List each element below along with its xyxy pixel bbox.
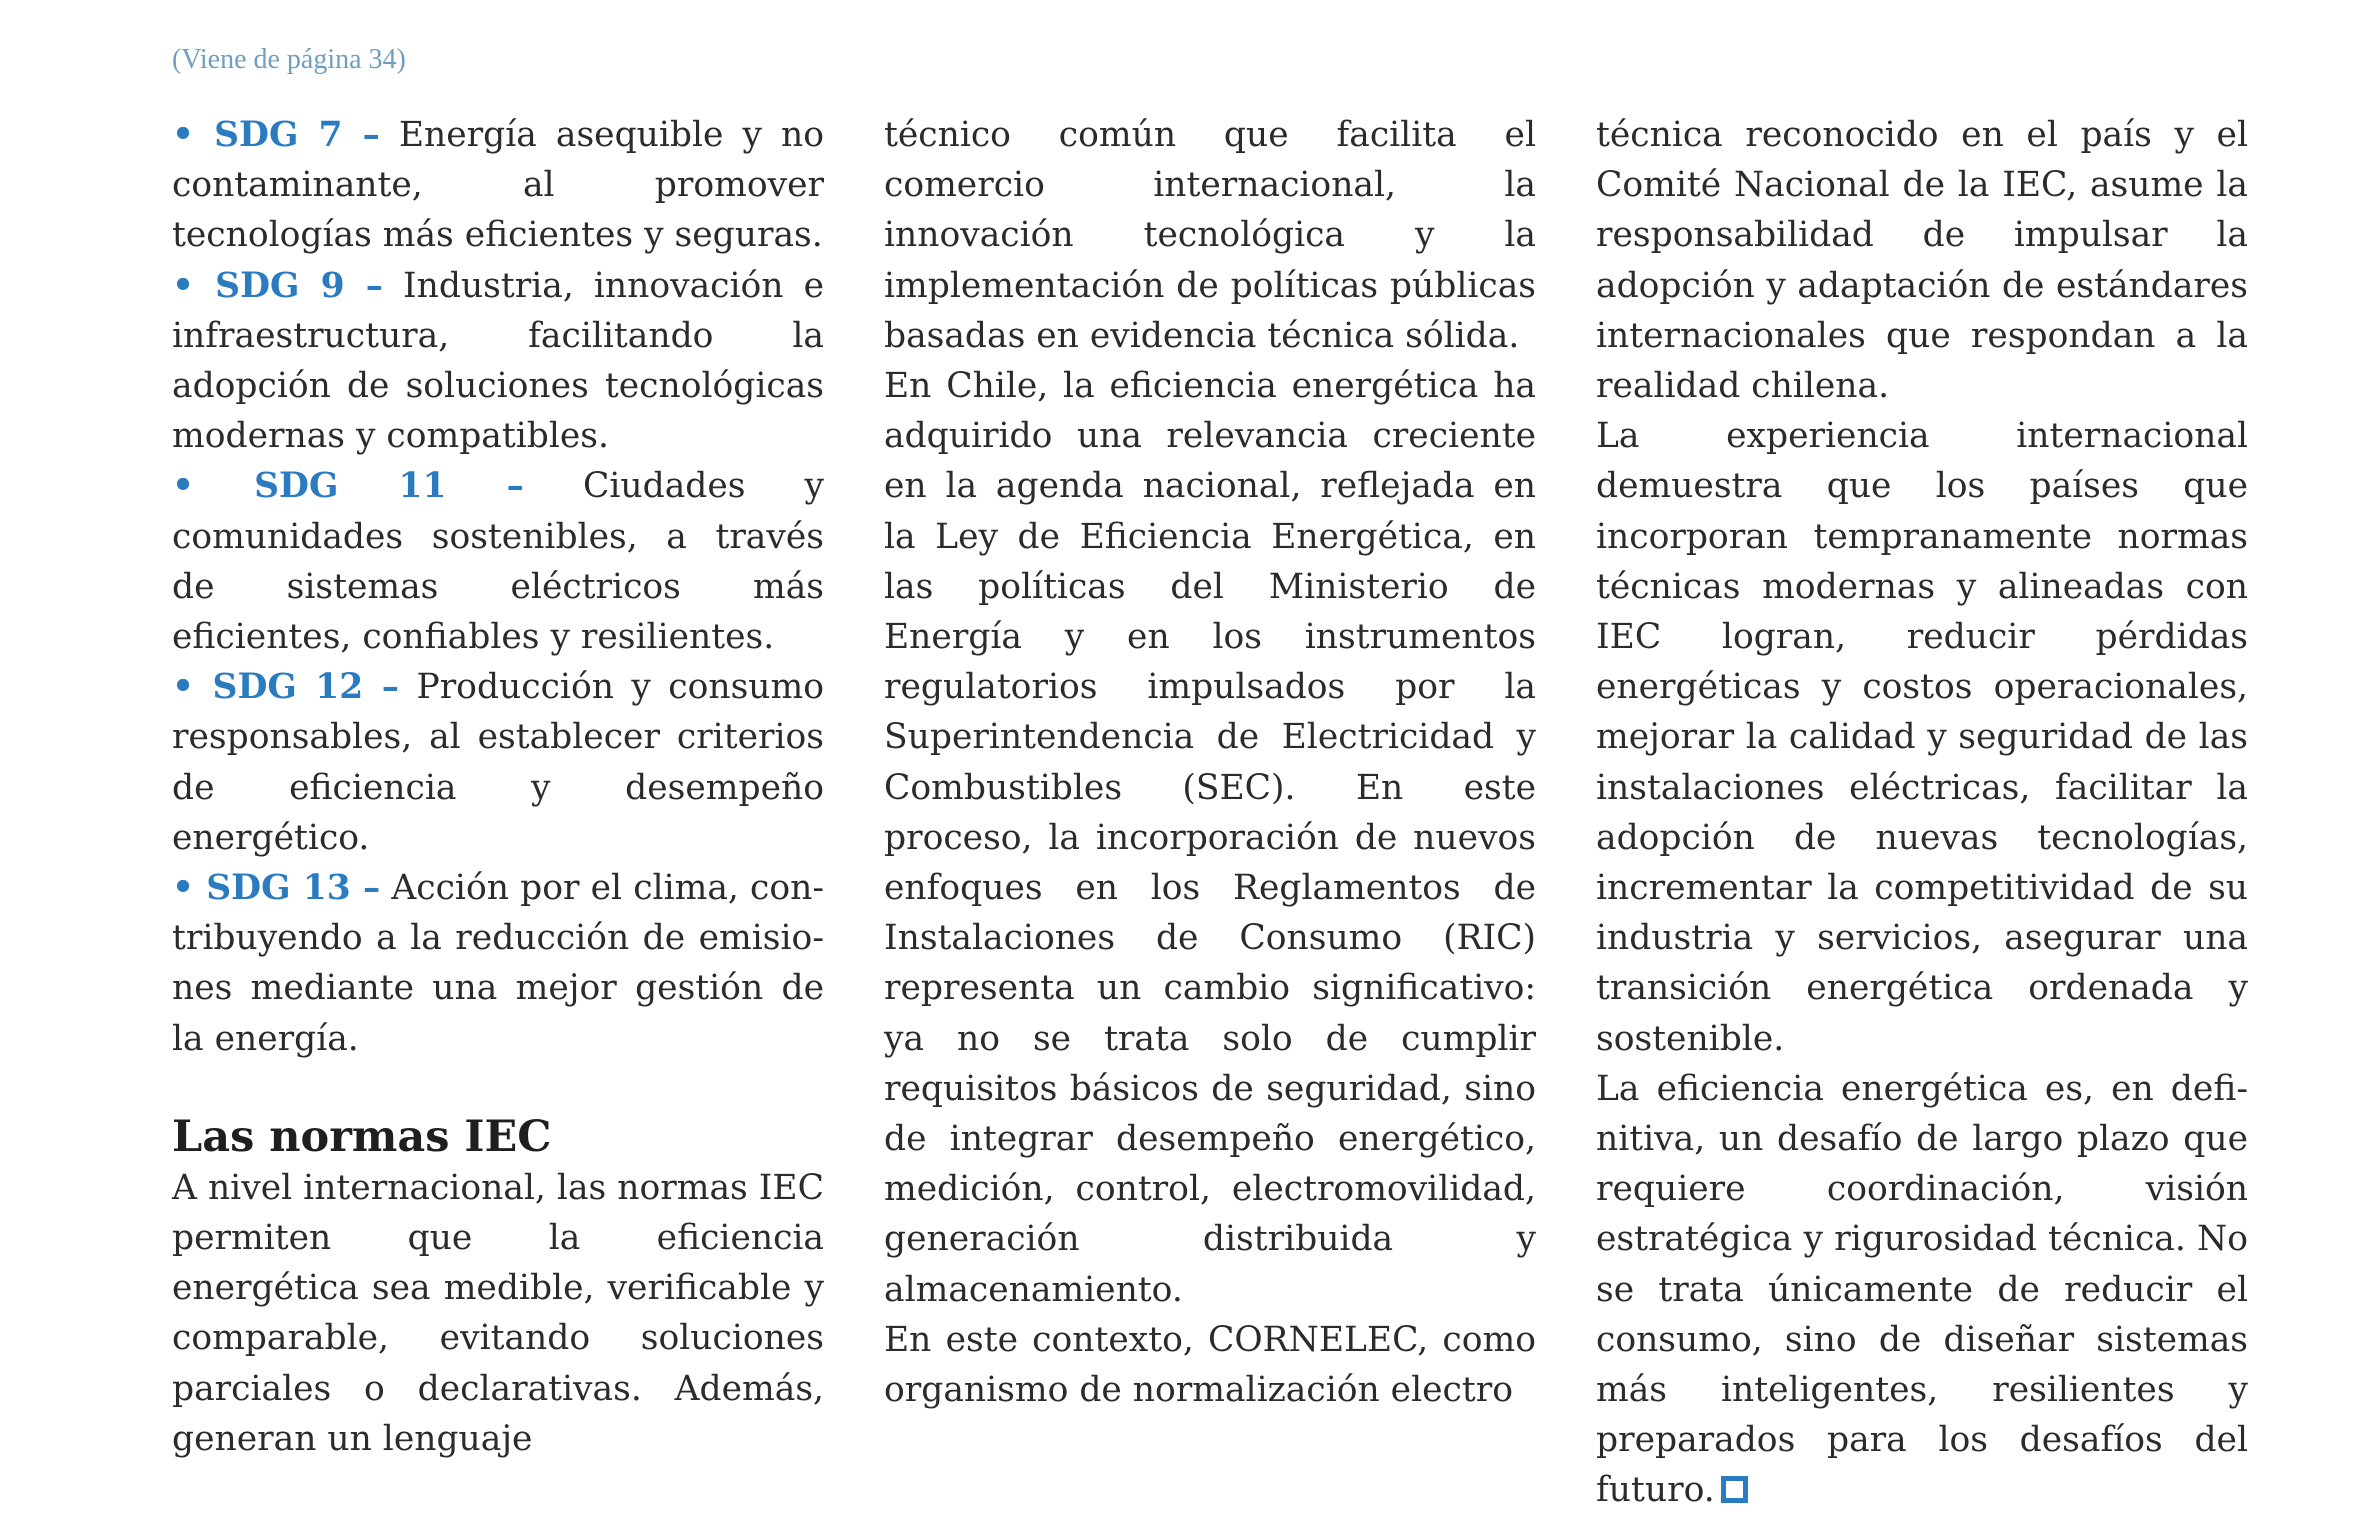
continued-from-note: (Viene de página 34) — [172, 44, 406, 75]
article-column-3 — [1596, 110, 2248, 1516]
sdg-item — [172, 662, 824, 863]
body-paragraph: En este contexto, CORNELEC, como organismo de normalización electro — [884, 1319, 1536, 1411]
sdg-item-text: Producción y consumo responsables, al establecer criterios de eficiencia y desempeño energético. — [172, 667, 825, 858]
section-heading: Las normas IEC — [172, 1111, 552, 1162]
body-paragraph: La experiencia internacional demuestra que los países que incorporan tempranamente normas técnicas modernas y alineadas con IEC logran, reducir pérdidas energéticas y costos operacionales, mejorar la calidad y seguridad de las instalaciones eléctricas, facilitar la adopción de nuevas tecnologías, incrementar la competitividad de su industria y servicios, asegurar una transición energética ordenada y sostenible. — [1596, 416, 2248, 1059]
sdg-item-text: Energía asequible y no contaminante, al promover tecnologías más eficientes y seguras. — [172, 115, 824, 256]
end-of-article-square-icon — [1721, 1476, 1748, 1503]
sdg-item — [172, 261, 824, 462]
closing-paragraph — [1596, 1064, 2248, 1516]
sdg-item-label: • SDG 7 – — [172, 115, 380, 155]
closing-paragraph-text: La eficiencia energética es, en definitiva, un desafío de largo plazo que requiere coordinación, visión estratégica y rigurosidad técnica. No se trata únicamente de reducir el consumo, sino de diseñar sistemas más inteligentes, resilientes y preparados para los desafíos del futuro. — [1596, 1068, 2248, 1511]
sdg-item-text: Industria, innovación e infraestructura, facilitando la adopción de soluciones tecnológicas modernas y compatibles. — [172, 265, 825, 457]
body-paragraph: A nivel internacional, las normas IEC permiten que la eficiencia energética sea medible, verificable y comparable, evitando soluciones parciales o declarativas. Además, generan un lenguaje — [172, 1167, 824, 1459]
sdg-item — [172, 110, 824, 261]
sdg-item-text: Ciudades y comunidades sostenibles, a través de sistemas eléctricos más eficientes, confiables y resilientes. — [172, 466, 825, 658]
sdg-item-label: • SDG 9 – — [172, 265, 383, 306]
article-column-2 — [884, 110, 1536, 1415]
body-paragraph: técnico común que facilita el comercio internacional, la innovación tecnológica y la implementación de políticas públicas basadas en evidencia técnica sólida. — [884, 115, 1536, 356]
sdg-item-label: • SDG 12 – — [172, 667, 400, 708]
sdg-item — [172, 461, 824, 662]
article-column-1 — [172, 110, 824, 1464]
sdg-item-label: • SDG 13 – — [172, 868, 381, 909]
sdg-item-label: • SDG 11 – — [172, 466, 524, 507]
body-paragraph: técnica reconocido en el país y el Comité Nacional de la IEC, asume la responsabilidad de impulsar la adopción y adaptación de estándares internacionales que respondan a la realidad chilena. — [1596, 115, 2248, 407]
sdg-item-text: Acción por el clima, contribuyendo a la reducción de emisiones mediante una mejor gestión de la energía. — [172, 868, 825, 1059]
sdg-item — [172, 863, 824, 1064]
body-paragraph: En Chile, la eficiencia energética ha adquirido una relevancia creciente en la agenda nacional, reflejada en la Ley de Eficiencia Energética, en las políticas del Ministerio de Energía y en los instrumentos regulatorios impulsados por la Superintendencia de Electricidad y Combustibles (SEC). En este proceso, la incorporación de nuevos enfoques en los Reglamentos de Instalaciones de Consumo (RIC) representa un cambio significativo: ya no se trata solo de cumplir requisitos básicos de seguridad, sino de integrar desempeño energético, medición, control, electromovilidad, generación distribuida y almacenamiento. — [884, 366, 1536, 1310]
